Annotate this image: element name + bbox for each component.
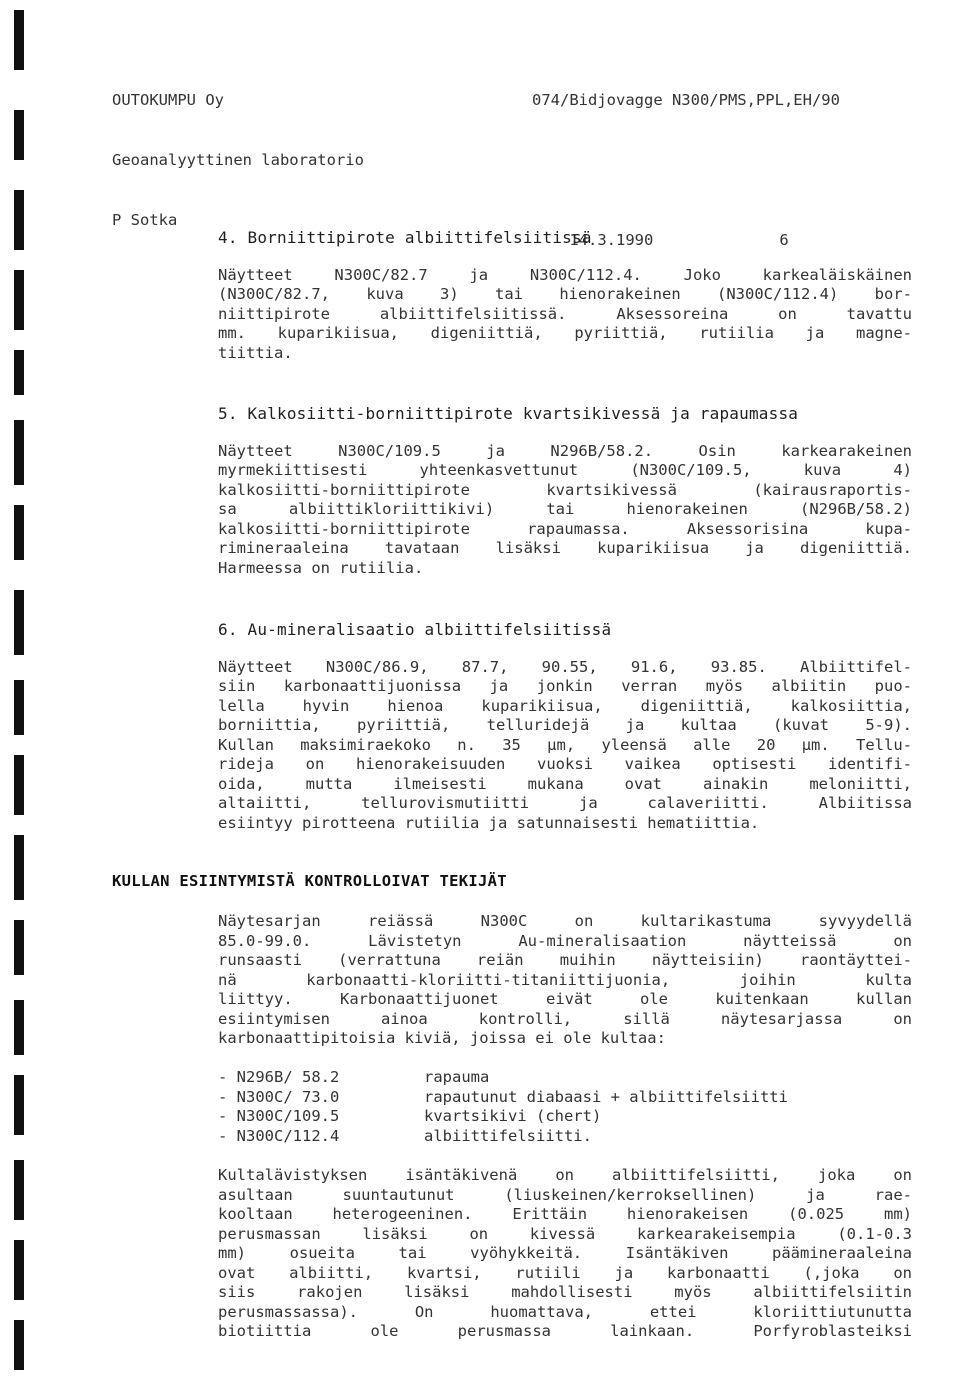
sample-list [218, 1068, 788, 1146]
sample-description: kvartsikivi (chert) [424, 1107, 602, 1125]
text-line: oida, mutta ilmeisesti mukana ovat ainakin meloniitti, [218, 774, 912, 793]
list-item [218, 1127, 788, 1147]
text-line: asultaan suuntautunut (liuskeinen/kerroksellinen) ja rae- [218, 1185, 912, 1204]
sample-code: - N300C/ 73.0 [218, 1087, 340, 1106]
list-item [218, 1068, 788, 1088]
text-line: runsaasti (verrattuna reiän muihin näytteisiin) raontäyttei- [218, 951, 912, 969]
binding-mark [14, 920, 24, 975]
text-line: kooltaan heterogeeninen. Erittäin hienorakeisen (0.025 mm) [218, 1205, 912, 1223]
section-heading: 4. Borniittipirote albiittifelsiitissä [218, 228, 592, 247]
binding-mark [14, 835, 24, 900]
binding-mark [14, 420, 24, 485]
letterhead [112, 50, 364, 250]
text-line: rideja on hienorakeisuuden vuoksi vaikea optisesti identifi- [218, 755, 912, 773]
text-line: mm) osueita tai vyöhykkeitä. Isäntäkiven päämineraaleina [218, 1244, 912, 1262]
reference-code: 074/Bidjovagge N300/PMS,PPL,EH/90 [532, 91, 840, 109]
binding-mark [14, 1160, 24, 1220]
text-line: siin karbonaattijuonissa ja jonkin verran myös albiitin puo- [218, 677, 912, 695]
text-line: Näytteet N300C/86.9, 87.7, 90.55, 91.6, 93.85. Albiittifel- [218, 657, 912, 676]
text-line: niittipirote albiittifelsiitissä. Aksessoreina on tavattu [218, 304, 912, 323]
author-name: P Sotka [112, 211, 178, 229]
text-line: kalkosiitti-borniittipirote kvartsikivessä (kairausraportis- [218, 480, 912, 499]
blank-line [532, 150, 840, 170]
page-number: 6 [779, 231, 789, 249]
text-line: myrmekiittisesti yhteenkasvettunut (N300C/109.5, kuva 4) [218, 461, 912, 479]
text-line: Näytteet N300C/82.7 ja N300C/112.4. Joko karkealäiskäinen [218, 265, 912, 284]
text-line: Kultalävistyksen isäntäkivenä on albiittifelsiitti, joka on [218, 1166, 912, 1184]
section-heading: 5. Kalkosiitti-borniittipirote kvartsikivessä ja rapaumassa [218, 404, 799, 423]
binding-mark [14, 190, 24, 250]
text-line: siis rakojen lisäksi mahdollisesti myös albiittifelsiitin [218, 1283, 912, 1301]
text-line: Harmeessa on rutiilia. [218, 558, 424, 577]
text-line: Näytteet N300C/109.5 ja N296B/58.2. Osin karkearakeinen [218, 441, 912, 460]
section-6 [218, 620, 912, 833]
sample-code: - N296B/ 58.2 [218, 1068, 340, 1086]
text-line: lella hyvin hienoa kuparikiisua, digeniittiä, kalkosiittia, [218, 696, 912, 715]
text-line: esiintyy pirotteena rutiilia ja satunnaisesti hematiittia. [218, 813, 760, 832]
binding-mark [14, 270, 24, 330]
controls-heading: KULLAN ESIINTYMISTÄ KONTROLLOIVAT TEKIJÄT [112, 872, 507, 890]
text-line: Näytesarjan reiässä N300C on kultarikastuma syvyydellä [218, 912, 912, 930]
list-item [218, 1107, 788, 1127]
binding-mark [14, 350, 24, 395]
text-line: tiittia. [218, 343, 293, 362]
text-line: biotiittia ole perusmassa lainkaan. Porfyroblasteiksi [218, 1322, 912, 1340]
controls-intro [218, 912, 912, 1049]
text-line: ovat albiitti, kvartsi, rutiili ja karbonaatti (,joka on [218, 1263, 912, 1282]
binding-mark [14, 1320, 24, 1370]
binding-mark [14, 590, 24, 655]
binding-mark [14, 680, 24, 735]
text-line: rimineraaleina tavataan lisäksi kuparikiisua ja digeniittiä. [218, 539, 912, 557]
text-line: karbonaattipitoisia kiviä, joissa ei ole kultaa: [218, 1029, 666, 1047]
binding-mark [14, 1075, 24, 1135]
section-4 [218, 228, 912, 363]
section-5 [218, 404, 912, 578]
binding-mark [14, 10, 24, 70]
binding-mark [14, 1000, 24, 1055]
sample-code: - N300C/109.5 [218, 1107, 340, 1125]
sample-description: albiittifelsiitti. [424, 1126, 592, 1145]
list-item [218, 1088, 788, 1108]
text-line: Kullan maksimiraekoko n. 35 µm, yleensä alle 20 µm. Tellu- [218, 735, 912, 754]
section-heading: 6. Au-mineralisaatio albiittifelsiitissä [218, 620, 612, 639]
sample-code: - N300C/112.4 [218, 1126, 340, 1145]
text-line: (N300C/82.7, kuva 3) tai hienorakeinen (N300C/112.4) bor- [218, 285, 912, 303]
company-name: OUTOKUMPU Oy [112, 91, 224, 109]
text-line: perusmassan lisäksi on kivessä karkearakeisempia (0.1-0.3 [218, 1224, 912, 1243]
binding-mark [14, 1240, 24, 1300]
report-date: 14.3.1990 [569, 231, 654, 249]
binding-mark [14, 110, 24, 160]
text-line: kalkosiitti-borniittipirote rapaumassa. Aksessorisina kupa- [218, 519, 912, 538]
section-paragraph [218, 1166, 912, 1342]
text-line: nä karbonaatti-kloriitti-titaniittijuonia, joihin kulta [218, 970, 912, 989]
section-paragraph [218, 266, 912, 364]
laboratory-name: Geoanalyyttinen laboratorio [112, 151, 364, 169]
text-line: 85.0-99.0. Lävistetyn Au-mineralisaation näytteissä on [218, 931, 912, 950]
text-line: sa albiittikloriittikivi) tai hienorakeinen (N296B/58.2) [218, 500, 912, 518]
text-line: mm. kuparikiisua, digeniittiä, pyriittiä, rutiilia ja magne- [218, 324, 912, 342]
controls-host-rock [218, 1166, 912, 1342]
text-line: esiintymisen ainoa kontrolli, sillä näytesarjassa on [218, 1009, 912, 1028]
text-line: perusmassassa). On huomattava, ettei kloriittiutunutta [218, 1302, 912, 1321]
text-line: altaiitti, tellurovismutiitti ja calaveriitti. Albiitissa [218, 794, 912, 812]
binding-mark [14, 755, 24, 815]
section-paragraph [218, 442, 912, 579]
section-paragraph [218, 912, 912, 1049]
section-paragraph [218, 658, 912, 834]
sample-description: rapautunut diabaasi + albiittifelsiitti [424, 1087, 788, 1106]
binding-mark [14, 505, 24, 560]
text-line: liittyy. Karbonaattijuonet eivät ole kuitenkaan kullan [218, 990, 912, 1008]
text-line: borniittia, pyriittiä, telluridejä ja kultaa (kuvat 5-9). [218, 716, 912, 734]
sample-description: rapauma [424, 1068, 490, 1086]
binding-marks [14, 0, 28, 1376]
